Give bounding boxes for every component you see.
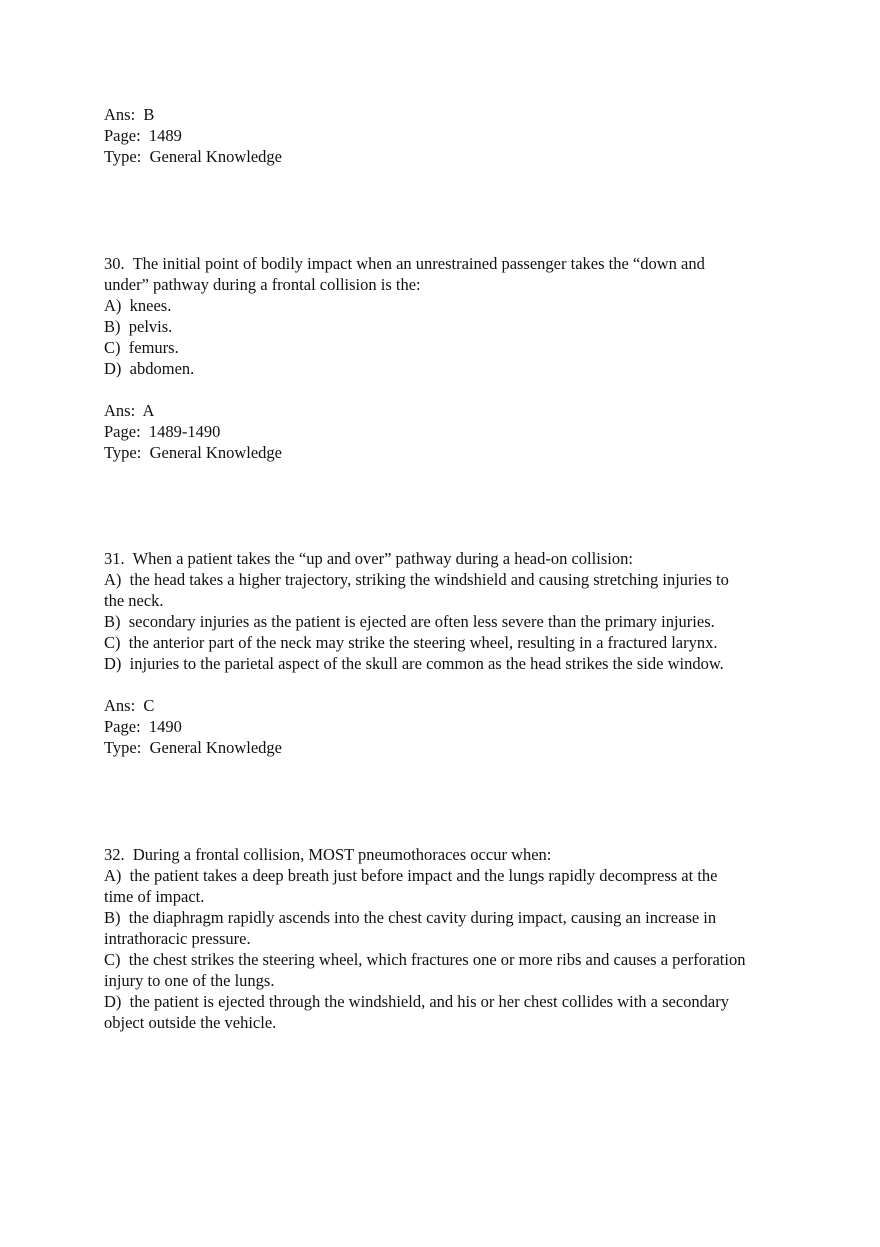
option-c: C) the anterior part of the neck may strike the steering wheel, resulting in a fractured larynx. bbox=[104, 633, 718, 652]
question-32 bbox=[104, 844, 794, 1033]
option-b-continued: intrathoracic pressure. bbox=[104, 929, 251, 948]
question-stem: 31. When a patient takes the “up and over” pathway during a head-on collision: bbox=[104, 549, 633, 568]
answer-block-29 bbox=[104, 104, 794, 167]
page-line: Page: 1489-1490 bbox=[104, 422, 221, 441]
option-a: A) knees. bbox=[104, 296, 172, 315]
answer-line: Ans: B bbox=[104, 105, 155, 124]
spacer bbox=[104, 674, 794, 695]
type-line: Type: General Knowledge bbox=[104, 443, 282, 462]
option-d: D) abdomen. bbox=[104, 359, 195, 378]
option-a: A) the head takes a higher trajectory, striking the windshield and causing stretching injuries to bbox=[104, 570, 729, 589]
option-a-continued: time of impact. bbox=[104, 887, 205, 906]
question-stem: 30. The initial point of bodily impact when an unrestrained passenger takes the “down and bbox=[104, 254, 705, 273]
option-c: C) femurs. bbox=[104, 338, 179, 357]
page-line: Page: 1490 bbox=[104, 717, 182, 736]
question-stem: under” pathway during a frontal collision is the: bbox=[104, 275, 421, 294]
question-31 bbox=[104, 548, 794, 758]
question-stem: 32. During a frontal collision, MOST pneumothoraces occur when: bbox=[104, 845, 552, 864]
option-d-continued: object outside the vehicle. bbox=[104, 1013, 277, 1032]
spacer bbox=[104, 379, 794, 400]
option-b: B) pelvis. bbox=[104, 317, 173, 336]
option-d: D) the patient is ejected through the windshield, and his or her chest collides with a secondary bbox=[104, 992, 729, 1011]
option-a: A) the patient takes a deep breath just before impact and the lungs rapidly decompress at the bbox=[104, 866, 718, 885]
answer-line: Ans: C bbox=[104, 696, 155, 715]
option-d: D) injuries to the parietal aspect of the skull are common as the head strikes the side window. bbox=[104, 654, 724, 673]
type-line: Type: General Knowledge bbox=[104, 147, 282, 166]
question-30 bbox=[104, 253, 794, 463]
answer-line: Ans: A bbox=[104, 401, 155, 420]
option-c: C) the chest strikes the steering wheel, which fractures one or more ribs and causes a perforation bbox=[104, 950, 746, 969]
option-b: B) secondary injuries as the patient is ejected are often less severe than the primary injuries. bbox=[104, 612, 715, 631]
option-c-continued: injury to one of the lungs. bbox=[104, 971, 275, 990]
option-b: B) the diaphragm rapidly ascends into the chest cavity during impact, causing an increase in bbox=[104, 908, 717, 927]
page-line: Page: 1489 bbox=[104, 126, 182, 145]
type-line: Type: General Knowledge bbox=[104, 738, 282, 757]
option-a-continued: the neck. bbox=[104, 591, 164, 610]
